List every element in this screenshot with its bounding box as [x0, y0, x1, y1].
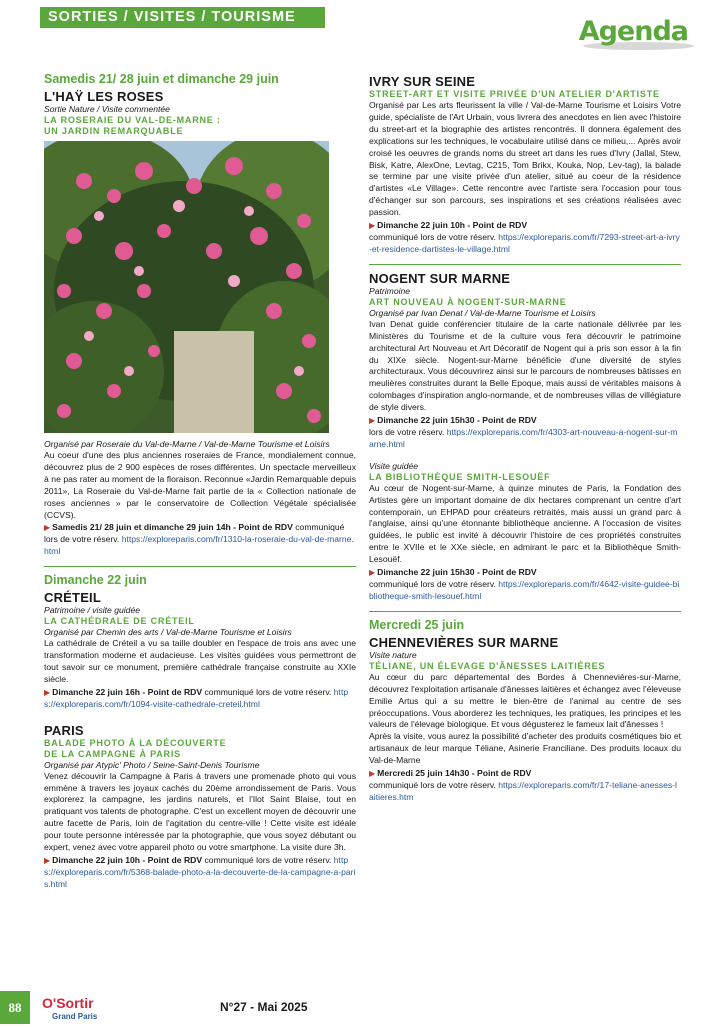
event-link[interactable]: https://exploreparis.com/fr/17-teliane-anesses-laitieres.htm	[369, 779, 677, 802]
event-organizer: Organisé par Ivan Denat / Val-de-Marne Tourisme et Loisirs	[369, 307, 596, 318]
event-description: Venez découvrir la Campagne à Paris à travers une promenade photo qui vous emmène à travers les joyaux cachés du 20ème arrondissement de Paris. Vous explorerez la campagne, les jardins naturels, et l'Ilot Saint Blaise, tout en pratiquant vos talents de photographe. C'est un excellent moyen de découvrir une autre facette de Paris, loin de l'agitation du centre-ville ! Cette visite est idéale pour toute personne intéressée par la photographie, que vous soyez débutant ou expert, venez avec votre appareil photo ou votre smartphone. La visite dure 3h.	[44, 770, 356, 853]
schedule-after: lors de votre réserv.	[369, 426, 447, 437]
event-schedule	[369, 768, 681, 804]
left-column	[44, 72, 356, 891]
schedule-text: Samedis 21/ 28 juin et dimanche 29 juin 14h - Point de RDV	[52, 522, 293, 533]
divider	[44, 566, 356, 567]
event-organizer: Organisé par Roseraie du Val-de-Marne / Val-de-Marne Tourisme et Loisirs	[44, 439, 330, 449]
divider	[369, 611, 681, 612]
arrow-icon: ▶	[44, 523, 51, 533]
schedule-text: Dimanche 22 juin 15h30 - Point de RDV	[377, 415, 537, 426]
event-schedule	[44, 687, 356, 711]
event-schedule	[369, 220, 681, 256]
event-category: Patrimoine	[369, 285, 411, 296]
roseraie-photo	[44, 141, 329, 433]
event-category: Patrimoine / visite guidée	[44, 605, 141, 616]
arrow-icon: ▶	[369, 221, 376, 231]
divider	[369, 264, 681, 265]
schedule-text: Dimanche 22 juin 15h30 - Point de RDV	[377, 567, 537, 578]
event-link[interactable]: https://exploreparis.com/fr/1310-la-roseraie-du-val-de-marne.html	[44, 534, 354, 557]
logo-text-bottom: Grand Paris	[52, 1012, 98, 1021]
schedule-text: Dimanche 22 juin 10h - Point de RDV	[52, 854, 203, 865]
event-category: Sortie Nature / Visite commentée	[44, 104, 170, 114]
agenda-logo: Agenda	[578, 16, 688, 47]
schedule-text: Dimanche 22 juin 10h - Point de RDV	[377, 220, 528, 231]
event-description: Au cœur du parc départemental des Bordes à Chennevières-sur-Marne, découvrez l'exploitation artisanale d'ânesses laitières et échangez avec l'éleveuse Emilie Artus qui a su mettre le bien-être de l'animal au centre de ses préoccupations. Vous aborderez les techniques, les pratiques, les principes et les valeurs de l'élevage biologique. Et vous dégusterez le fameux lait d'ânesses !	[369, 671, 681, 730]
event-title: BALADE PHOTO À LA DÉCOUVERTE	[44, 737, 227, 748]
event-date: Dimanche 22 juin	[44, 573, 147, 588]
event-title-line2: UN JARDIN REMARQUABLE	[44, 126, 184, 136]
schedule-after: communiqué lors de votre réserv.	[202, 686, 334, 697]
section-title: SORTIES / VISITES / TOURISME	[48, 9, 296, 25]
event-city: NOGENT SUR MARNE	[369, 270, 511, 286]
event-category: Visite guidée	[369, 460, 419, 471]
event-title: STREET-ART ET VISITE PRIVÉE D'UN ATELIER D'ARTISTE	[369, 89, 660, 99]
event-city: L'HAŸ LES ROSES	[44, 89, 164, 104]
issue-number: N°27 - Mai 2025	[220, 1000, 308, 1014]
schedule-after: communiqué lors de votre réserv.	[369, 231, 499, 242]
event-description: Organisé par Les arts fleurissent la ville / Val-de-Marne Tourisme et Loisirs Votre guide, spécialiste de l'Art Urbain, vous livrera des anecdotes en lien avec l'histoire du street-art et la biographie des artistes rencontrés. Il donnera également des explications sur les techniques, le vocabulaire utilisé dans ce milieu,... Après avoir croisé les oeuvres de grands noms du street art dans les rues d'Ivry (Jallal, Stew, Bisk, Katre, AlexOne, Levtag, C215, Tom Brikx, Kouka, Nop, Lev-tag), la balade se termine par une visite privée d'un atelier, situé au coeur de la résidence d'artistes «Le Village». Cette rencontre avec l'artiste sera l'occasion pour tous d'échanger sur son parcours, ses inspirations et ses créations réalisées avec passion.	[369, 100, 681, 218]
event-schedule	[44, 522, 356, 558]
rose-garden-image	[44, 141, 329, 433]
osortir-logo-image	[40, 992, 115, 1022]
event-organizer: Organisé par Atypic' Photo / Seine-Saint-Denis Tourisme	[44, 759, 260, 770]
schedule-after: communiqué lors de votre réserv.	[44, 522, 345, 545]
arrow-icon: ▶	[369, 769, 376, 779]
event-description: Au coeur d'une des plus anciennes roseraies de France, mondialement connue, découvrez plus de 2 900 espèces de roses différentes. Un spectacle merveilleux à ne pas rater au moment de la floraison. Reconnue «Jardin Remarquable depuis 2011», La Roseraie du Val-de-Marne fait partie de la « Collection nationale de roses anciennes » par le conservatoire de Collection Végétale spécialisée (CCVS).	[44, 450, 356, 520]
event-schedule	[369, 415, 681, 451]
event-category: Visite nature	[369, 649, 417, 660]
event-link[interactable]: https://exploreparis.com/fr/4303-art-nouveau-a-nogent-sur-marne.html	[369, 426, 678, 449]
osortir-logo	[40, 992, 115, 1022]
event-link[interactable]: https://exploreparis.com/fr/4642-visite-guidee-bibliotheque-smith-lesouef.html	[369, 579, 680, 601]
event-organizer: Organisé par Chemin des arts / Val-de-Marne Tourisme et Loisirs	[44, 627, 292, 638]
schedule-after: communiqué lors de votre réserv.	[202, 854, 334, 865]
section-banner	[40, 7, 325, 28]
event-description: Au cœur de Nogent-sur-Marne, à quinze minutes de Paris, la Fondation des Artistes gère un important domaine de dix hectares comprenant un centre d'art contemporain, un EHPAD pour créateurs retraités, mais aussi un grand parc à l'anglaise, ainsi qu'une étonnante bibliothèque ancienne. A l'occasion de visites guidées, le public est invité à découvrir l'histoire de ces propriétés construites entre le XVIIe et le XXe siècle, en admirant le parc et la Bibliothèque Smith-Lesouëf.	[369, 482, 681, 565]
event-city: CRÉTEIL	[44, 590, 102, 606]
event-description-more: Après la visite, vous aurez la possibilité d'acheter des produits cosmétiques bio et artisanaux de leur marque Téliane, Asinerie Franciliane. Des produits locaux du Val-de-Marne	[369, 731, 681, 766]
event-description: Ivan Denat guide conférencier titulaire de la carte nationale délivrée par les Ministères du Tourisme et de la culture vous fera découvrir le patrimoine architectural Art Nouveau et Art Décoratif de Nogent qui a pris son essor à la fin du XIXe siècle. Nogent-sur-Marne bénéficie d'une diversité de styles architecturaux. Vous découvrirez ainsi sur le parcours de nombreuses bâtisses en meulières construites durant la Belle Epoque, mais aussi de véritables maisons à colombages d'inspiration anglo-normande, et de nombreuses villas de villégiature de style divers.	[369, 318, 681, 413]
arrow-icon: ▶	[44, 687, 51, 697]
schedule-after: communiqué lors de votre réserv.	[369, 579, 499, 589]
event-title: LA BIBLIOTHÈQUE SMITH-LESOUËF	[369, 471, 551, 482]
event-description: La cathédrale de Créteil a vu sa taille doubler en l'espace de trois ans avec une transformation moderne et audacieuse. Les visites guidées vous permettront de tout savoir sur ce monument, première cathédrale française construite au XXIe siècle.	[44, 638, 356, 684]
event-city: CHENNEVIÈRES SUR MARNE	[369, 634, 559, 650]
event-date: Mercredi 25 juin	[369, 617, 465, 632]
event-city: IVRY SUR SEINE	[369, 74, 476, 89]
event-schedule	[369, 567, 681, 603]
right-column	[369, 72, 681, 804]
event-title: LA CATHÉDRALE DE CRÉTEIL	[44, 616, 195, 627]
schedule-after: communiqué lors de votre réserv.	[369, 779, 499, 790]
schedule-text: Mercredi 25 juin 14h30 - Point de RDV	[377, 768, 532, 779]
event-title: ART NOUVEAU À NOGENT-SUR-MARNE	[369, 296, 567, 307]
event-title-line2: DE LA CAMPAGNE À PARIS	[44, 748, 181, 759]
arrow-icon: ▶	[44, 855, 51, 865]
event-link[interactable]: https://exploreparis.com/fr/5368-balade-photo-a-la-decouverte-de-la-campagne-a-paris.html	[44, 854, 356, 889]
event-title: TÉLIANE, UN ÉLEVAGE D'ÂNESSES LAITIÈRES	[369, 660, 606, 671]
event-schedule	[44, 855, 356, 891]
event-link[interactable]: https://exploreparis.com/fr/1094-visite-cathedrale-creteil.html	[44, 686, 349, 709]
page-number: 88	[0, 991, 30, 1024]
event-title: LA ROSERAIE DU VAL-DE-MARNE :	[44, 115, 221, 125]
event-city: PARIS	[44, 722, 84, 738]
schedule-text: Dimanche 22 juin 16h - Point de RDV	[52, 686, 203, 697]
event-date: Samedis 21/ 28 juin et dimanche 29 juin	[44, 72, 279, 86]
logo-text-top: O'Sortir	[42, 995, 94, 1011]
arrow-icon: ▶	[369, 416, 376, 426]
event-link[interactable]: https://exploreparis.com/fr/7293-street-art-a-ivry-et-residence-dartistes-le-village.html	[369, 231, 680, 254]
arrow-icon: ▶	[369, 568, 376, 578]
